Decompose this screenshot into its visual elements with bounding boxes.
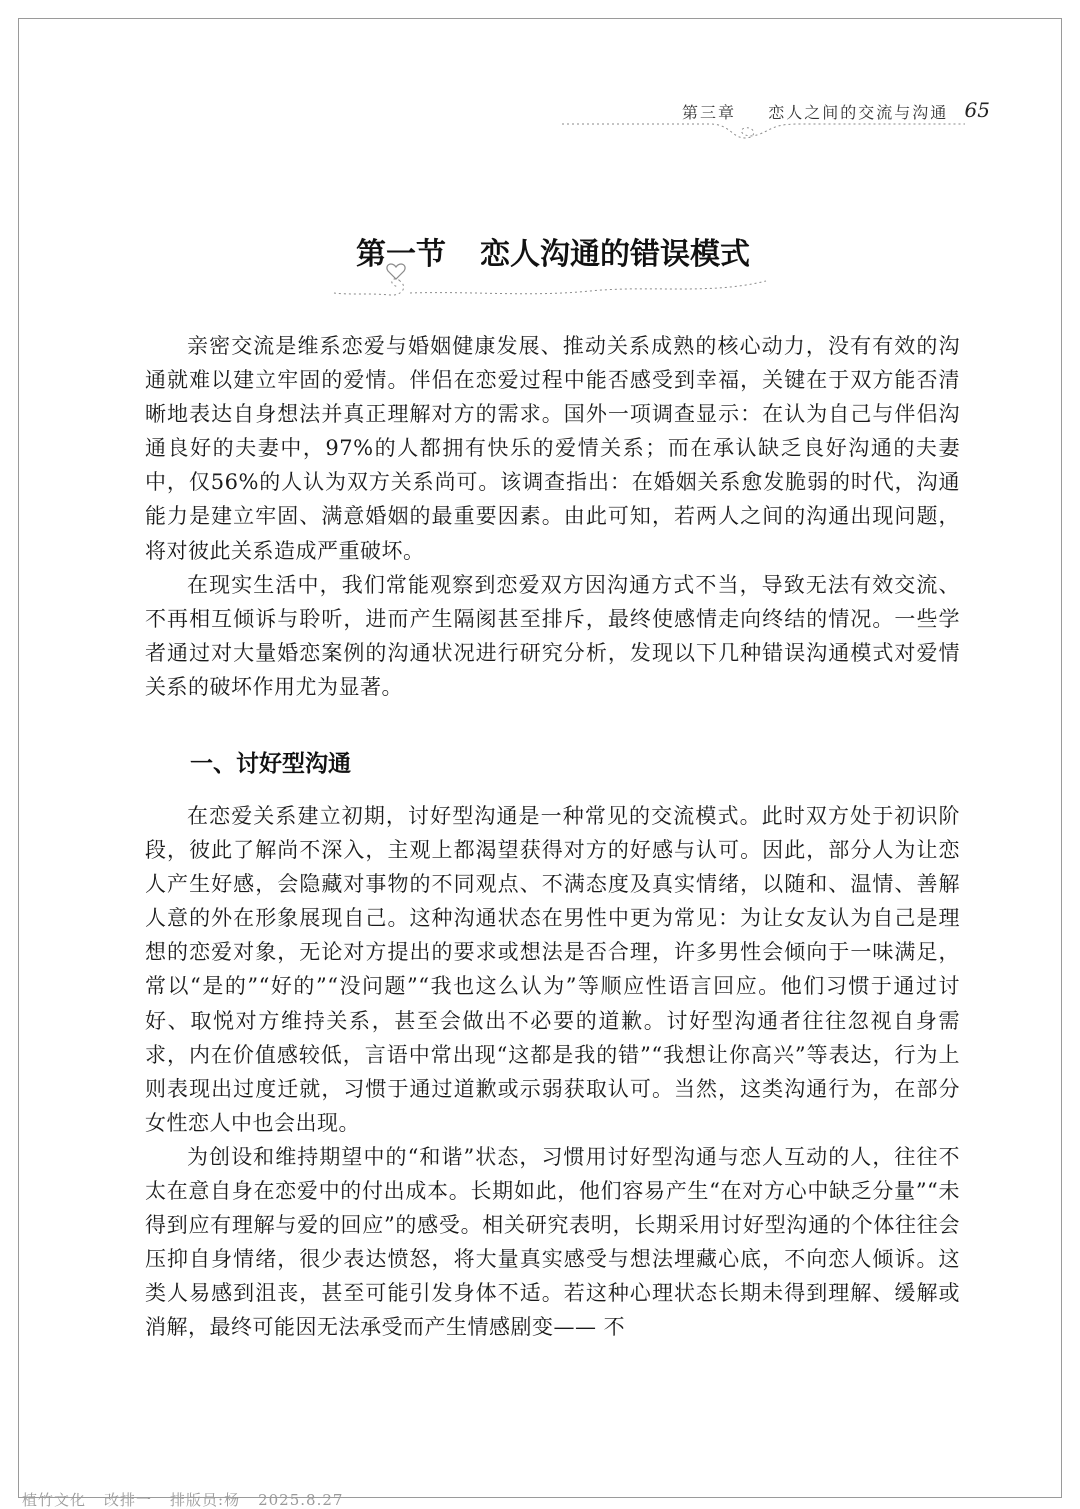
chapter-label: 第三章 bbox=[682, 103, 737, 122]
running-head bbox=[560, 98, 990, 142]
section-heading: 恋人沟通的错误模式 bbox=[480, 237, 750, 272]
paragraph: 为创设和维持期望中的“和谐”状态，习惯用讨好型沟通与恋人互动的人，往往不太在意自身在恋爱中的付出成本。长期如此，他们容易产生“在对方心中缺乏分量”“未得到应有理解与爱的回应”的感受。相关研究表明，长期采用讨好型沟通的个体往往会压抑自身情绪，很少表达愤怒，将大量真实感受与想法埋藏心底，不向恋人倾诉。这类人易感到沮丧，甚至可能引发身体不适。若这种心理状态长期未得到理解、缓解或消解，最终可能因无法承受而产生情感剧变—— 不 bbox=[145, 1144, 960, 1340]
intro-text bbox=[145, 329, 960, 704]
paragraph: 在恋爱关系建立初期，讨好型沟通是一种常见的交流模式。此时双方处于初识阶段，彼此了解尚不深入，主观上都渴望获得对方的好感与认可。因此，部分人为让恋人产生好感，会隐藏对事物的不同观点、不满态度及真实情绪，以随和、温情、善解人意的外在形象展现自己。这种沟通状态在男性中更为常见：为让女友认为自己是理想的恋爱对象，无论对方提出的要求或想法是否合理，许多男性会倾向于一味满足，常以“是的”“好的”“没问题”“我也这么认为”等顺应性语言回应。他们习惯于通过讨好、取悦对方维持关系，甚至会做出不必要的道歉。讨好型沟通者往往忽视自身需求，内在价值感较低，言语中常出现“这都是我的错”“我想让你高兴”等表达，行为上则表现出过度迁就，习惯于通过道歉或示弱获取认可。当然，这类沟通行为，在部分女性恋人中也会出现。 bbox=[145, 804, 960, 1135]
page-number: 65 bbox=[964, 98, 990, 122]
footer-stamp bbox=[22, 1492, 361, 1509]
footer-publisher: 植竹文化 bbox=[22, 1491, 87, 1509]
footer-revision: 改排一 bbox=[104, 1491, 153, 1509]
section-number: 第一节 bbox=[356, 237, 446, 272]
subsection-heading: 一、讨好型沟通 bbox=[190, 751, 351, 777]
paragraph: 亲密交流是维系恋爱与婚姻健康发展、推动关系成熟的核心动力，没有有效的沟通就难以建立牢固的爱情。伴侣在恋爱过程中能否感受到幸福，关键在于双方能否清晰地表达自身想法并真正理解对方的需求。国外一项调查显示：在认为自己与伴侣沟通良好的夫妻中，97%的人都拥有快乐的爱情关系；而在承认缺乏良好沟通的夫妻中，仅56%的人认为双方关系尚可。该调查指出：在婚姻关系愈发脆弱的时代，沟通能力是建立牢固、满意婚姻的最重要因素。由此可知，若两人之间的沟通出现问题，将对彼此关系造成严重破坏。 bbox=[145, 334, 960, 563]
footer-date: 2025.8.27 bbox=[258, 1491, 344, 1509]
footer-typesetter: 排版员:杨 bbox=[170, 1491, 241, 1509]
paragraph: 在现实生活中，我们常能观察到恋爱双方因沟通方式不当，导致无法有效交流、不再相互倾诉与聆听，进而产生隔阂甚至排斥，最终使感情走向终结的情况。一些学者通过对大量婚恋案例的沟通状况进行研究分析，发现以下几种错误沟通模式对爱情关系的破坏作用尤为显著。 bbox=[145, 572, 960, 699]
heart-swirl-ornament bbox=[330, 261, 770, 305]
subsection-text bbox=[145, 799, 960, 1345]
section-title bbox=[330, 225, 770, 305]
chapter-title: 恋人之间的交流与沟通 bbox=[768, 103, 949, 122]
heart-icon bbox=[387, 264, 405, 279]
header-swirl-ornament bbox=[560, 120, 980, 142]
